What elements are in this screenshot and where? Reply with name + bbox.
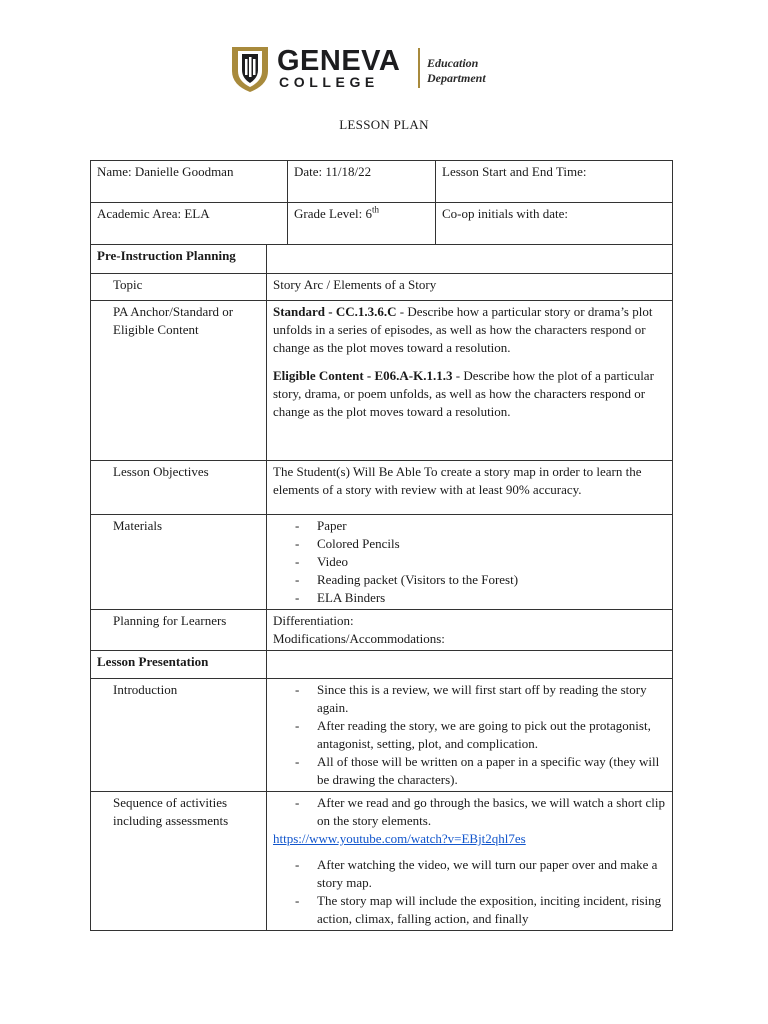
introduction-item: - Since this is a review, we will first start off by reading the story again. [273, 681, 666, 717]
geneva-shield-icon [230, 45, 270, 93]
introduction-item: - After reading the story, we are going to pick out the protagonist, antagonist, setting, plot, and complication. [273, 717, 666, 753]
materials-item: - Video [273, 553, 666, 571]
standard-code: Standard - CC.1.3.6.C [273, 304, 397, 319]
sequence-value [267, 792, 673, 931]
materials-item: - Paper [273, 517, 666, 535]
sequence-label: Sequence of activities including assessments [91, 792, 267, 931]
logo-word-geneva: GENEVA [277, 45, 401, 77]
anchor-label: PA Anchor/Standard or Eligible Content [91, 301, 267, 461]
section-pre-instruction-empty [267, 245, 673, 274]
modifications-text: Modifications/Accommodations: [273, 631, 445, 646]
sequence-item: - The story map will include the exposition, inciting incident, rising action, climax, falling action, and finally [273, 892, 666, 928]
section-pre-instruction-label: Pre-Instruction Planning [97, 248, 236, 263]
topic-value: Story Arc / Elements of a Story [267, 274, 673, 301]
page-title: LESSON PLAN [339, 117, 429, 132]
coop-initials-cell: Co-op initials with date: [436, 203, 673, 245]
anchor-value [267, 301, 673, 461]
standard-paragraph [273, 303, 666, 357]
learners-value [267, 610, 673, 651]
differentiation-text: Differentiation: [273, 613, 354, 628]
materials-item: - Colored Pencils [273, 535, 666, 553]
lesson-time-cell: Lesson Start and End Time: [436, 161, 673, 203]
section-lesson-presentation-empty [267, 651, 673, 679]
youtube-video-link[interactable]: https://www.youtube.com/watch?v=EBjt2qhl7es [273, 831, 526, 846]
section-pre-instruction [91, 245, 267, 274]
eligible-text: - Describe how the plot of a particular story, drama, or poem unfolds, as well as how the characters respond or change as the plot moves toward a resolution. [273, 368, 654, 419]
sequence-item: - After watching the video, we will turn our paper over and make a story map. [273, 856, 666, 892]
materials-label: Materials [91, 515, 267, 610]
objectives-value: The Student(s) Will Be Able To create a story map in order to learn the elements of a story with review with at least 90% accuracy. [267, 461, 673, 515]
learners-label: Planning for Learners [91, 610, 267, 651]
section-lesson-presentation-label: Lesson Presentation [97, 654, 209, 669]
sequence-list-top [273, 794, 666, 830]
introduction-item: - All of those will be written on a paper in a specific way (they will be drawing the characters). [273, 753, 666, 789]
geneva-college-logo [230, 45, 486, 95]
academic-area-cell: Academic Area: ELA [91, 203, 288, 245]
eligible-code: Eligible Content - E06.A-K.1.1.3 [273, 368, 453, 383]
sequence-item: - After we read and go through the basics, we will watch a short clip on the story elements. [273, 794, 666, 830]
grade-level-text: Grade Level: 6 [294, 206, 372, 221]
logo-divider [418, 48, 420, 88]
name-cell: Name: Danielle Goodman [91, 161, 288, 203]
sequence-list-bottom [273, 856, 666, 928]
topic-label: Topic [91, 274, 267, 301]
grade-level-sup: th [371, 204, 379, 215]
header-table [90, 160, 673, 245]
logo-dept-line1: Education [427, 56, 479, 70]
logo-dept-line2: Department [427, 71, 486, 85]
logo-word-college: COLLEGE [279, 74, 379, 90]
introduction-list [273, 681, 666, 789]
materials-item: - Reading packet (Visitors to the Forest) [273, 571, 666, 589]
date-cell: Date: 11/18/22 [288, 161, 436, 203]
standard-text: - Describe how a particular story or drama’s plot unfolds in a series of episodes, as well as how the characters respond or change as the plot moves toward a resolution. [273, 304, 653, 355]
eligible-paragraph [273, 367, 666, 421]
lesson-plan-table [90, 244, 673, 931]
grade-level-cell [288, 203, 436, 245]
introduction-label: Introduction [91, 679, 267, 792]
objectives-label: Lesson Objectives [91, 461, 267, 515]
section-lesson-presentation [91, 651, 267, 679]
materials-list [273, 517, 666, 607]
materials-item: - ELA Binders [273, 589, 666, 607]
materials-value [267, 515, 673, 610]
introduction-value [267, 679, 673, 792]
